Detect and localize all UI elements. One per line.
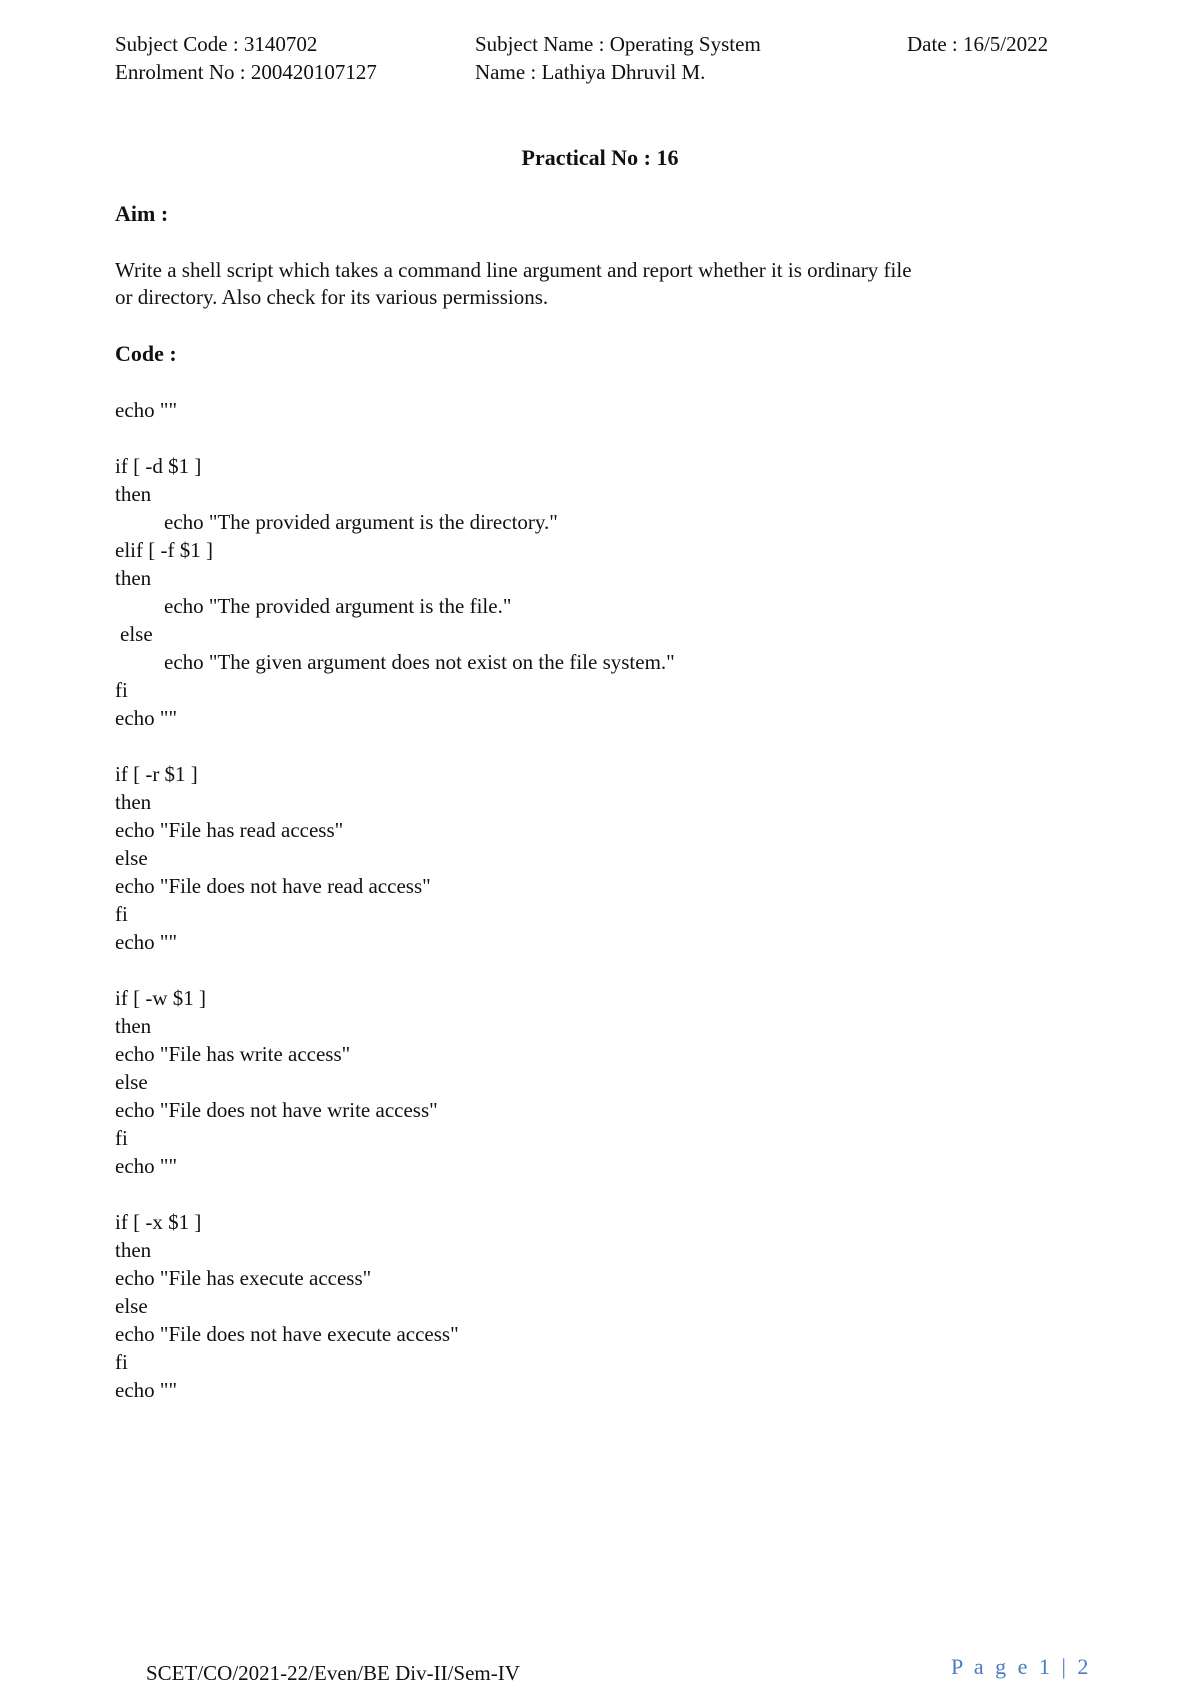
code-line: echo "" [115,398,178,422]
code-line: echo "The provided argument is the file." [164,594,512,618]
code-line: echo "File has read access" [115,818,344,842]
aim-label: Aim : [115,201,169,226]
subject-code: Subject Code : 3140702 [115,32,318,56]
student-name: Name : Lathiya Dhruvil M. [475,60,706,84]
code-line: echo "" [115,930,178,954]
aim-line-1: Write a shell script which takes a command line argument and report whether it is ordinary file [115,258,912,282]
code-line: echo "" [115,706,178,730]
code-line: then [115,1014,152,1038]
code-line: if [ -x $1 ] [115,1210,202,1234]
aim-line-2: or directory. Also check for its various permissions. [115,285,549,309]
code-line: then [115,790,152,814]
code-line: else [120,622,153,646]
code-line: if [ -w $1 ] [115,986,206,1010]
code-line: echo "File does not have write access" [115,1098,438,1122]
code-line: echo "The given argument does not exist on the file system." [164,650,675,674]
code-line: echo "File does not have execute access" [115,1322,459,1346]
code-line: elif [ -f $1 ] [115,538,213,562]
code-line: fi [115,678,128,702]
code-line: echo "File does not have read access" [115,874,431,898]
code-line: echo "" [115,1378,178,1402]
code-line: if [ -d $1 ] [115,454,202,478]
page-number: P a g e 1 | 2 [951,1654,1092,1679]
code-line: echo "The provided argument is the directory." [164,510,558,534]
date: Date : 16/5/2022 [907,32,1049,56]
code-line: fi [115,1126,128,1150]
footer-document-id: SCET/CO/2021-22/Even/BE Div-II/Sem-IV [146,1661,520,1685]
page-title: Practical No : 16 [521,145,679,170]
code-label: Code : [115,341,177,366]
code-line: echo "File has write access" [115,1042,351,1066]
code-line: else [115,1070,148,1094]
code-line: then [115,482,152,506]
code-line: fi [115,902,128,926]
code-line: echo "File has execute access" [115,1266,372,1290]
code-line: else [115,1294,148,1318]
code-line: then [115,566,152,590]
code-line: fi [115,1350,128,1374]
enrolment-number: Enrolment No : 200420107127 [115,60,377,84]
subject-name: Subject Name : Operating System [475,32,761,56]
code-line: if [ -r $1 ] [115,762,198,786]
code-line: else [115,846,148,870]
code-line: echo "" [115,1154,178,1178]
code-line: then [115,1238,152,1262]
